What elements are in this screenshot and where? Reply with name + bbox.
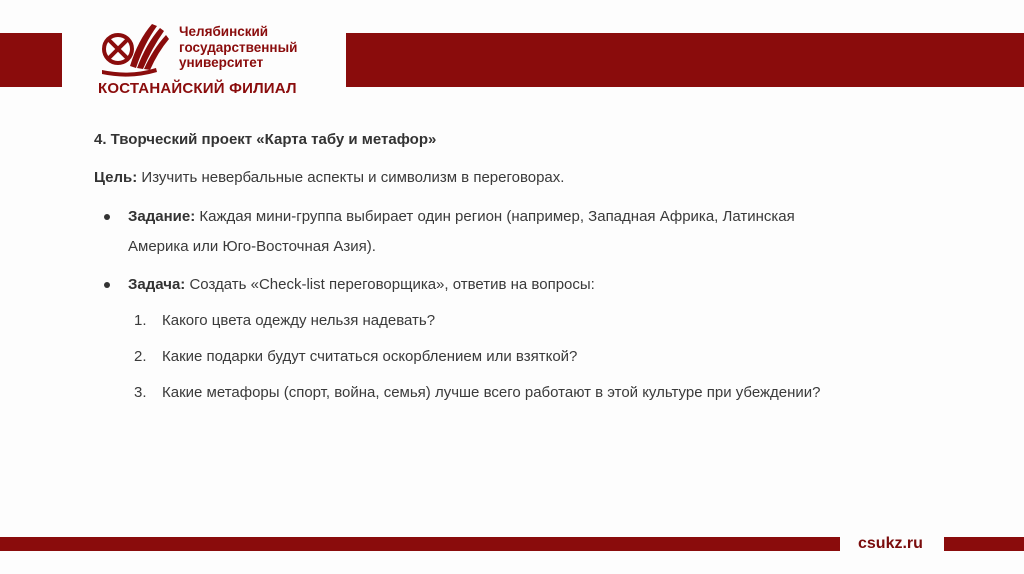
goal-line [94, 168, 854, 188]
question-item [94, 344, 854, 370]
goal-label: Цель: [94, 169, 138, 186]
university-name [179, 24, 339, 71]
question-number: 2. [134, 348, 147, 365]
bullet-dot-icon [104, 214, 110, 220]
university-name-line: Челябинский [179, 24, 269, 39]
university-name-line: университет [179, 55, 264, 70]
question-number: 1. [134, 312, 147, 329]
question-list [94, 308, 854, 406]
branch-name: КОСТАНАЙСКИЙ ФИЛИАЛ [98, 80, 297, 97]
slide-title: 4. Творческий проект «Карта табу и метафор» [94, 131, 437, 148]
goal-text: Изучить невербальные аспекты и символизм в переговорах. [141, 169, 565, 186]
university-name-line: государственный [179, 39, 298, 55]
bullet-dot-icon [104, 282, 110, 288]
bullet-item-task [94, 202, 854, 262]
bullet-item-objective [94, 270, 854, 300]
bullet-text: Создать «Check-list переговорщика», ответив на вопросы: [189, 276, 595, 293]
bullet-label: Задание: [128, 208, 196, 225]
question-item [94, 308, 854, 334]
bullet-label: Задача: [128, 276, 186, 293]
question-number: 3. [134, 384, 147, 401]
footer-site-link[interactable]: csukz.ru [858, 535, 923, 552]
footer-band-left [0, 537, 840, 551]
question-text: Какие метафоры (спорт, война, семья) лучше всего работают в этой культуре при убеждении? [162, 384, 821, 401]
footer-band-right [944, 537, 1024, 551]
question-item [94, 380, 854, 406]
university-emblem-icon [100, 20, 172, 78]
header-band-left [0, 33, 62, 87]
header-band-right [346, 33, 1024, 87]
university-logo-block [62, 14, 346, 100]
question-text: Какого цвета одежду нельзя надевать? [162, 312, 436, 329]
bullet-text: Каждая мини-группа выбирает один регион (например, Западная Африка, Латинская Америка или Юго-Восточная Азия). [128, 208, 795, 255]
question-text: Какие подарки будут считаться оскорблением или взяткой? [162, 348, 578, 365]
slide-content [94, 130, 854, 416]
bullet-list [94, 202, 854, 300]
